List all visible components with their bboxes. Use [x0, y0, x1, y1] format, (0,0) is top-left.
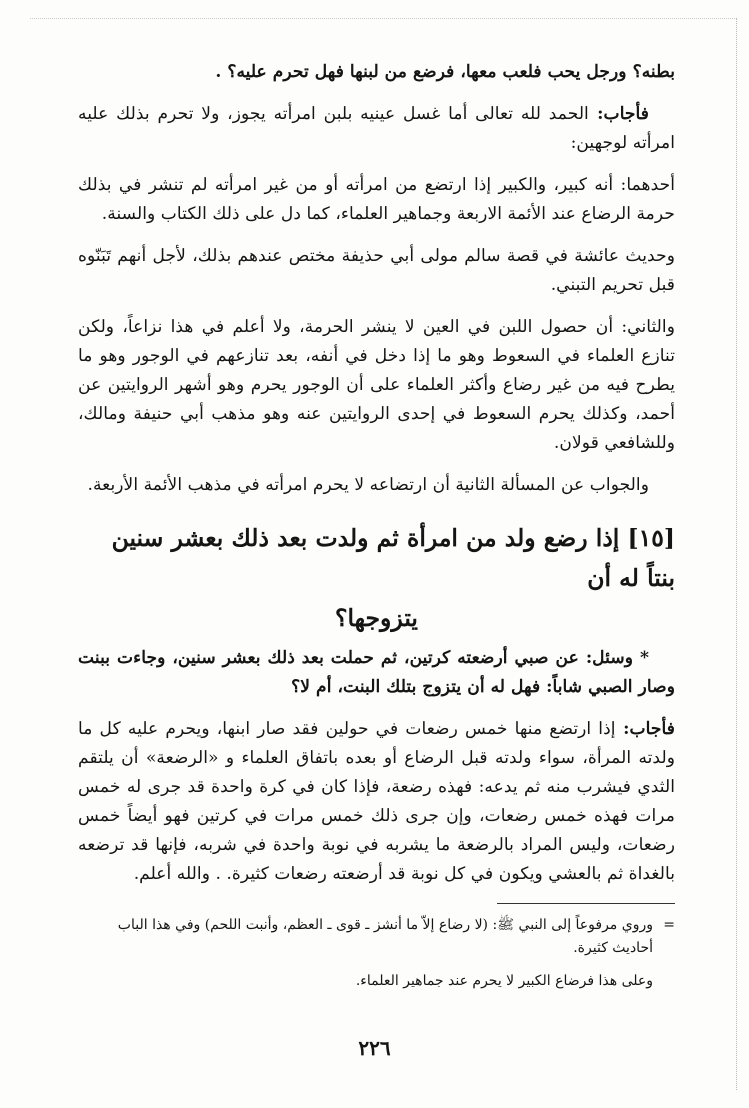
paragraph-first-reason: أحدهما: أنه كبير، والكبير إذا ارتضع من امرأته أو من غير امرأته لم تنشر في بذلك حرمة الرضاع عند الأئمة الاربعة وجماهير العلماء، كما دل على ذلك الكتاب والسنة.: [78, 175, 675, 224]
answer-lead: فأجاب:: [588, 104, 650, 124]
answer-text: الحمد لله تعالى أما غسل عينيه بلبن امرأته يجوز، ولا تحرم بذلك عليه امرأته لوجهين:: [78, 104, 675, 153]
paragraph-second-answer: والجواب عن المسألة الثانية أن ارتضاعه لا يحرم امرأته في مذهب الأئمة الأربعة.: [87, 475, 649, 495]
section-heading-continuation: يتزوجها؟: [335, 604, 418, 632]
paragraph-answer: [78, 100, 675, 158]
section-heading: [78, 518, 675, 638]
section-question: * وسئل: عن صبي أرضعته كرتين، ثم حملت بعد ذلك بعشر سنين، وجاءت ببنت وصار الصبي شاباً: فهل له أن يتزوج بتلك البنت، أم لا؟: [78, 648, 675, 697]
scan-edge-right: [736, 18, 737, 1090]
section-heading-main: [١٥] إذا رضع ولد من امرأة ثم ولدت بعد ذلك بعشر سنين بنتاً له أن: [111, 524, 675, 592]
paragraph-question-end: بطنه؟ ورجل يحب فلعب معها، فرضع من لبنها فهل تحرم عليه؟ .: [215, 62, 675, 82]
paragraph-second-reason: والثاني: أن حصول اللبن في العين لا ينشر الحرمة، ولا أعلم في هذا نزاعاً، ولكن تنازع العلماء في السعوط وهو ما إذا دخل في أنفه، بعد تنازعهم في الوجور وهو ما يطرح فيه من غير رضاع وأكثر العلماء على أن الوجور يحرم وهو أشهر الروايتين عن أحمد، وكذلك يحرم السعوط في إحدى الروايتين عنه وهو مذهب أبي حنيفة ومالك، وللشافعي قولان.: [78, 317, 675, 453]
page-number: ٢٢٦: [358, 1036, 391, 1060]
footnote-separator: [497, 903, 675, 904]
section-answer-text: إذا ارتضع منها خمس رضعات في حولين فقد صار ابنها، ويحرم عليه كل ما ولدته المرأة، سواء ولدته قبل الرضاع أو بعده باتفاق العلماء و «الرضعة» أن يلتقم الثدي فيشرب منه ثم يدعه: فهذه رضعة، فإذا كان في كرة واحدة قد جرى له خمس مرات فهذه خمس رضعات، وإن جرى ذلك خمس مرات في كرتين فهو أيضاً خمس رضعات، وليس المراد بالرضعة ما يشربه في نوبة واحدة في شربه، فإنها قد ترضعه بالغداة ثم بالعشي ويكون في كل نوبة قد أرضعته رضعات كثيرة. . والله أعلم.: [78, 719, 675, 884]
scan-edge-top: [30, 18, 737, 19]
section-answer: [78, 715, 675, 889]
footnote-1: [78, 914, 675, 960]
footnote-2: وعلى هذا فرضاع الكبير لا يحرم عند جماهير العلماء.: [355, 973, 653, 989]
footnote-1-text: وروي مرفوعاً إلى النبي ﷺ: (لا رضاع إلاّ ما أنشز ـ قوى ـ العظم، وأنبت اللحم) وفي هذا الباب أحاديث كثيرة.: [117, 917, 653, 956]
paragraph-aisha-hadith: وحديث عائشة في قصة سالم مولى أبي حذيفة مختص عندهم بذلك، لأجل أنهم تَبَنّوه قبل تحريم التبني.: [78, 246, 675, 295]
section-answer-lead: فأجاب:: [615, 719, 675, 739]
footnote-continuation-mark: =: [663, 917, 675, 933]
